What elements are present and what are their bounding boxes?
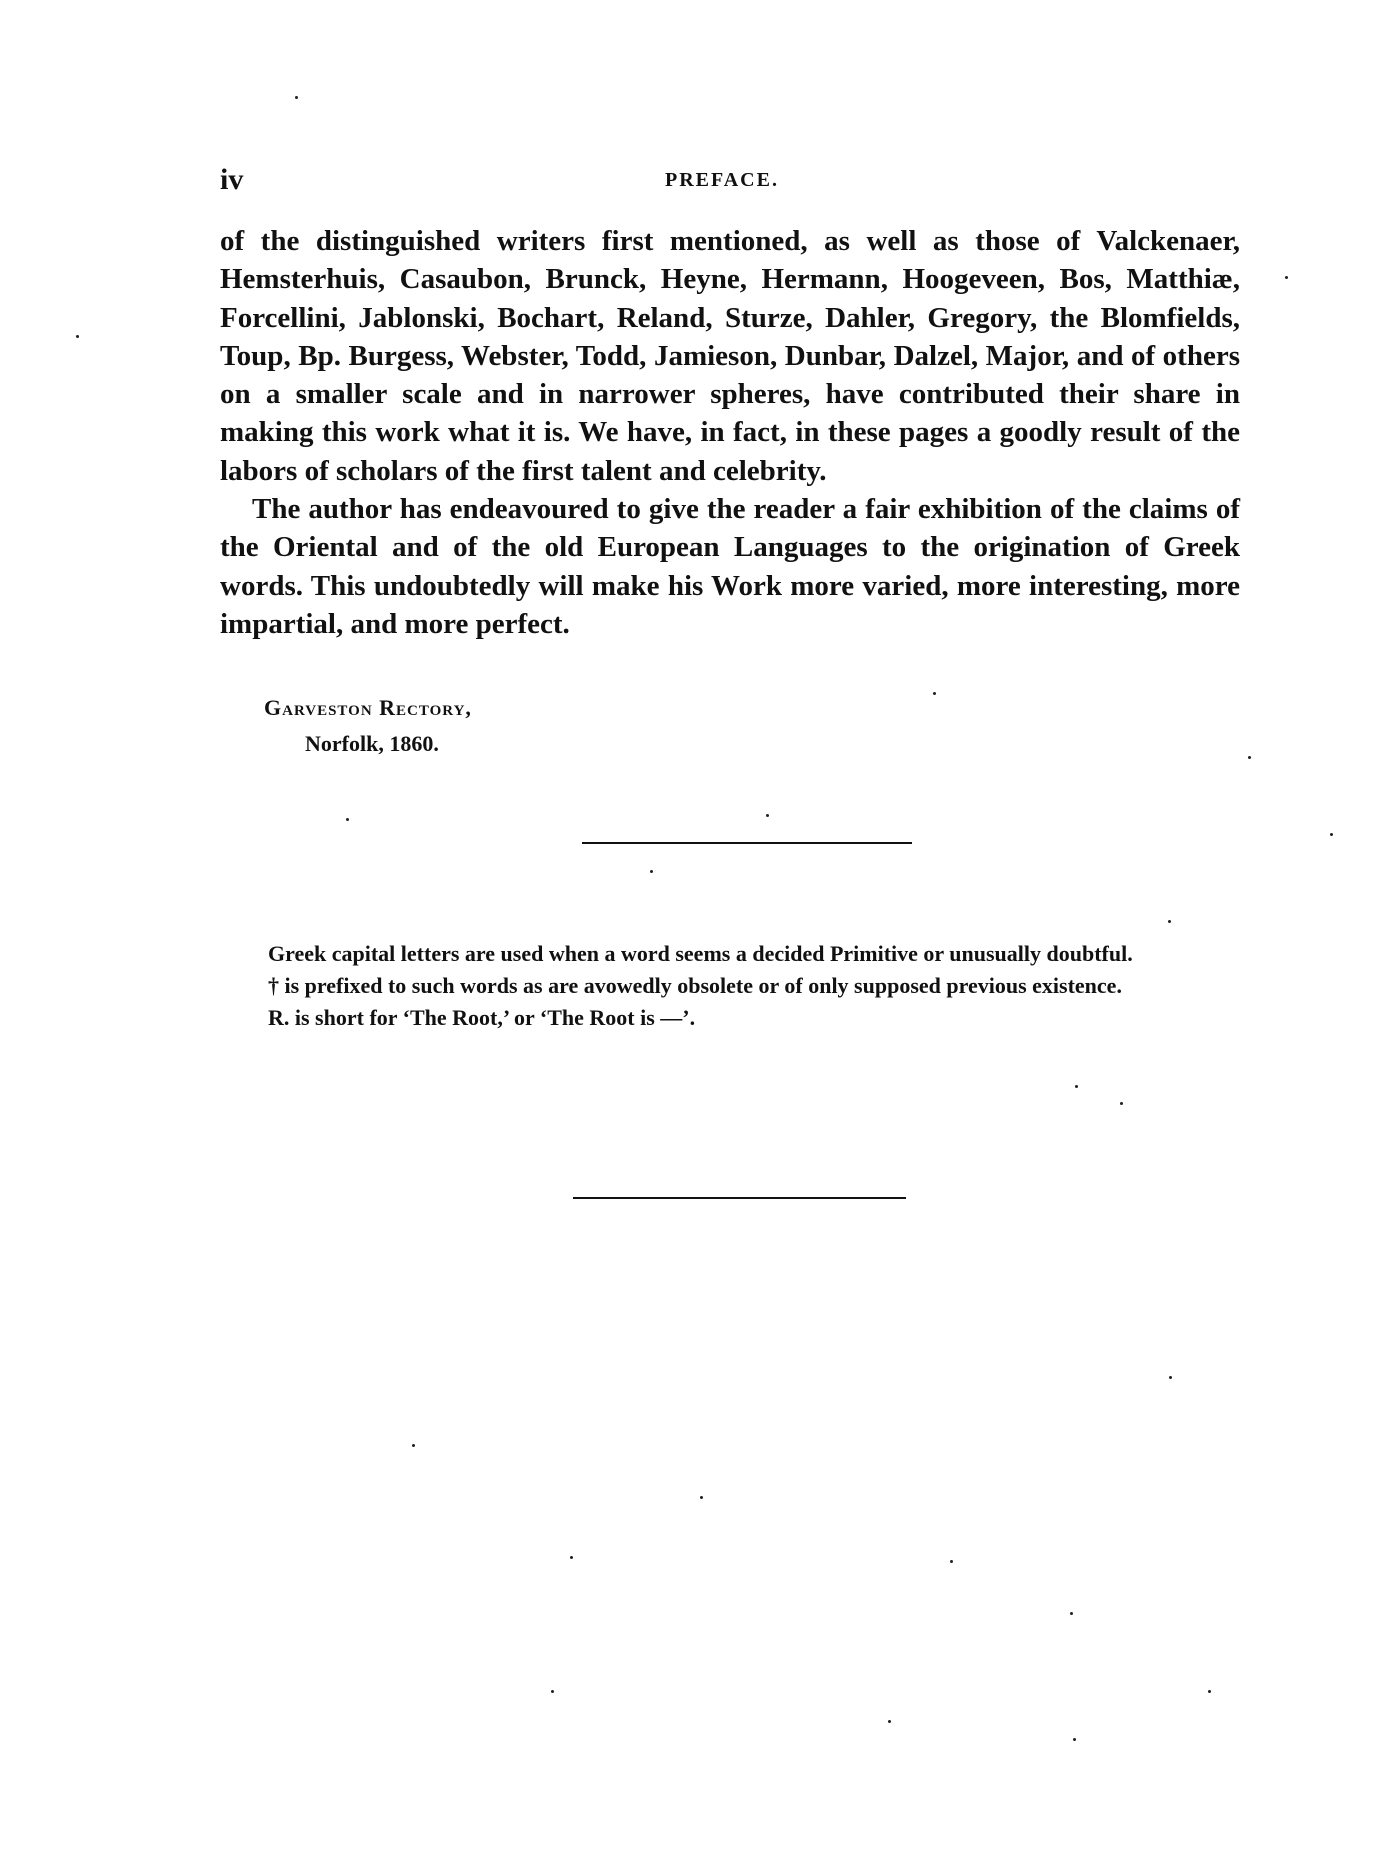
preface-body [220,222,1240,643]
scan-speck [700,1496,703,1499]
scan-speck [933,692,936,695]
scan-speck [412,1444,415,1447]
scan-speck [346,818,349,821]
signature-place: Garveston Rectory, [264,695,472,720]
section-divider [582,842,912,844]
scan-speck [1120,1102,1123,1105]
preface-paragraph: The author has endeavoured to give the reader a fair exhibition of the claims of the Oriental and of the old European Languages to the origination of Greek words. This undoubtedly will make his Work more varied, more interesting, more impartial, and more perfect. [220,493,1240,640]
scan-speck [888,1720,891,1723]
scan-speck [766,814,769,817]
scan-speck [570,1556,573,1559]
scan-speck [1070,1612,1073,1615]
page-number: iv [220,163,244,196]
notation-note: Greek capital letters are used when a word seems a decided Primitive or unusually doubtful. [268,941,1133,966]
scan-speck [1073,1738,1076,1741]
scan-speck [76,335,79,338]
scan-speck [1208,1690,1211,1693]
scan-speck [950,1560,953,1563]
notation-note: † is prefixed to such words as are avowedly obsolete or of only supposed previous existence. [268,973,1122,998]
notation-notes [220,938,1240,1034]
scan-speck [650,870,653,873]
section-divider [573,1197,906,1199]
notation-note: R. is short for ‘The Root,’ or ‘The Root is —’. [268,1005,696,1030]
signature-block [264,690,472,762]
scan-speck [1169,1376,1172,1379]
scan-speck [1075,1085,1078,1088]
preface-paragraph: of the distinguished writers first mentioned, as well as those of Valckenaer, Hemsterhuis, Casaubon, Brunck, Heyne, Hermann, Hoogeveen, Bos, Matthiæ, Forcellini, Jablonski, Bochart, Reland, Sturze, Dahler, Gregory, the Blomfields, Toup, Bp. Burgess, Webster, Todd, Jamieson, Dunbar, Dalzel, Major, and of others on a smaller scale and in narrower spheres, have contributed their share in making this work what it is. We have, in fact, in these pages a goodly result of the labors of scholars of the first talent and celebrity. [220,225,1240,487]
scan-speck [295,96,298,99]
scan-speck [551,1690,554,1693]
signature-date: Norfolk, 1860. [305,731,439,756]
scan-speck [1285,276,1288,279]
running-title: PREFACE. [665,169,779,191]
scan-speck [1248,756,1251,759]
running-head [220,163,1240,203]
scan-speck [1168,920,1171,923]
scan-speck [1330,833,1333,836]
